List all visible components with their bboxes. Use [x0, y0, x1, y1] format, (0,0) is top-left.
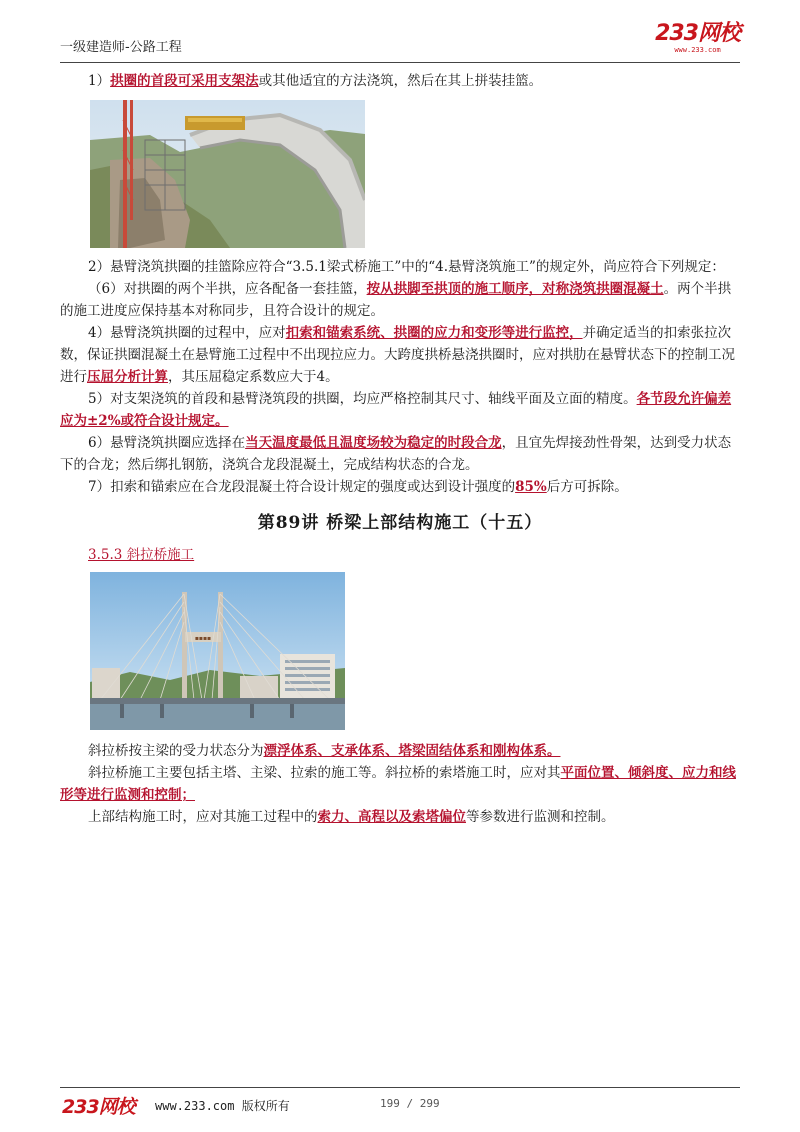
paragraph-1-prefix: 1）	[88, 73, 111, 89]
paragraph-3-pre: （6）对拱圈的两个半拱，应各配备一套挂篮，	[88, 281, 367, 297]
paragraph-4	[60, 322, 740, 388]
paragraph-7-post: 后方可拆除。	[546, 479, 628, 495]
paragraph-8-pre: 斜拉桥按主梁的受力状态分为	[88, 743, 264, 759]
footer-logo-text: 233网校	[62, 1096, 135, 1118]
paragraph-8	[60, 740, 740, 762]
section-heading	[88, 544, 740, 566]
paragraph-1-rest: 或其他适宜的方法浇筑，然后在其上拼装挂篮。	[258, 73, 543, 89]
document-title: 一级建造师-公路工程	[60, 40, 182, 55]
paragraph-5-highlight: 各节段允许偏差应为±2%或符合设计规定。	[60, 391, 732, 429]
paragraph-6-highlight: 当天温度最低且温度场较为稳定的时段合龙	[245, 435, 502, 451]
paragraph-10-post: 等参数进行监测和控制。	[466, 809, 615, 825]
page-content	[60, 70, 740, 828]
paragraph-4-highlight-2: 压屈分析计算	[87, 369, 168, 385]
paragraph-7-highlight: 85%	[515, 479, 547, 495]
paragraph-4-highlight-1: 扣索和锚索系统、拱圈的应力和变形等进行监控，	[285, 325, 583, 341]
paragraph-4-pre: 4）悬臂浇筑拱圈的过程中，应对	[88, 325, 286, 341]
page-footer	[60, 1087, 740, 1118]
paragraph-5-pre: 5）对支架浇筑的首段和悬臂浇筑段的拱圈，均应严格控制其尺寸、轴线平面及立面的精度。	[88, 391, 637, 407]
paragraph-9-highlight: 平面位置、倾斜度、应力和线形等进行监测和控制；	[60, 765, 736, 803]
paragraph-6	[60, 432, 740, 476]
paragraph-3	[60, 278, 740, 322]
paragraph-2: 2）悬臂浇筑拱圈的挂篮除应符合“3.5.1梁式桥施工”中的“4.悬臂浇筑施工”的规定外，尚应符合下列规定：	[88, 259, 725, 275]
paragraph-1	[60, 70, 740, 92]
paragraph-4-post: ，其压屈稳定系数应大于4。	[168, 369, 339, 385]
paragraph-10-pre: 上部结构施工时，应对其施工过程中的	[88, 809, 318, 825]
paragraph-1-highlight: 拱圈的首段可采用支架法	[110, 73, 259, 89]
paragraph-9-pre: 斜拉桥施工主要包括主塔、主梁、拉索的施工等。斜拉桥的索塔施工时，应对其	[88, 765, 561, 781]
paragraph-6-pre: 6）悬臂浇筑拱圈应选择在	[88, 435, 246, 451]
page-number: 199 / 299	[380, 1097, 440, 1110]
brand-logo	[655, 22, 740, 54]
paragraph-9	[60, 762, 740, 806]
section-label: 3.5.3 斜拉桥施工	[88, 547, 195, 563]
paragraph-3-post: 。两个半拱的施工进度应保持基本对称同步，且符合设计的规定。	[60, 281, 732, 319]
paragraph-10	[60, 806, 740, 828]
paragraph-3-highlight: 按从拱脚至拱顶的施工顺序，对称浇筑拱圈混凝土	[366, 281, 664, 297]
logo-text: 233网校	[655, 21, 740, 46]
logo-url: www.233.com	[674, 46, 721, 54]
paragraph-7-pre: 7）扣索和锚索应在合龙段混凝土符合设计规定的强度或达到设计强度的	[88, 479, 516, 495]
paragraph-4-mid: 并确定适当的扣索张拉次数，保证拱圈混凝土在悬臂施工过程中不出现拉应力。大跨度拱桥悬浇拱圈时，应对拱肋在悬臂状态下的控制工况进行	[60, 325, 735, 385]
page-header	[60, 22, 740, 63]
paragraph-8-highlight: 漂浮体系、支承体系、塔梁固结体系和刚构体系。	[263, 743, 561, 759]
lecture-title: 第89讲 桥梁上部结构施工（十五）	[257, 513, 543, 533]
arch-bridge-construction-photo	[90, 100, 365, 248]
paragraph-10-highlight: 索力、高程以及索塔偏位	[317, 809, 466, 825]
paragraph-6-post: ，且宜先焊接劲性骨架，达到受力状态下的合龙；然后绑扎钢筋，浇筑合龙段混凝土，完成结构状态的合龙。	[60, 435, 732, 473]
paragraph-5	[60, 388, 740, 432]
footer-copyright: www.233.com 版权所有	[155, 1099, 290, 1113]
cable-stayed-bridge-photo	[90, 572, 345, 730]
paragraph-7	[60, 476, 740, 498]
svg-text:▪▪▪▪: ▪▪▪▪	[194, 635, 212, 642]
